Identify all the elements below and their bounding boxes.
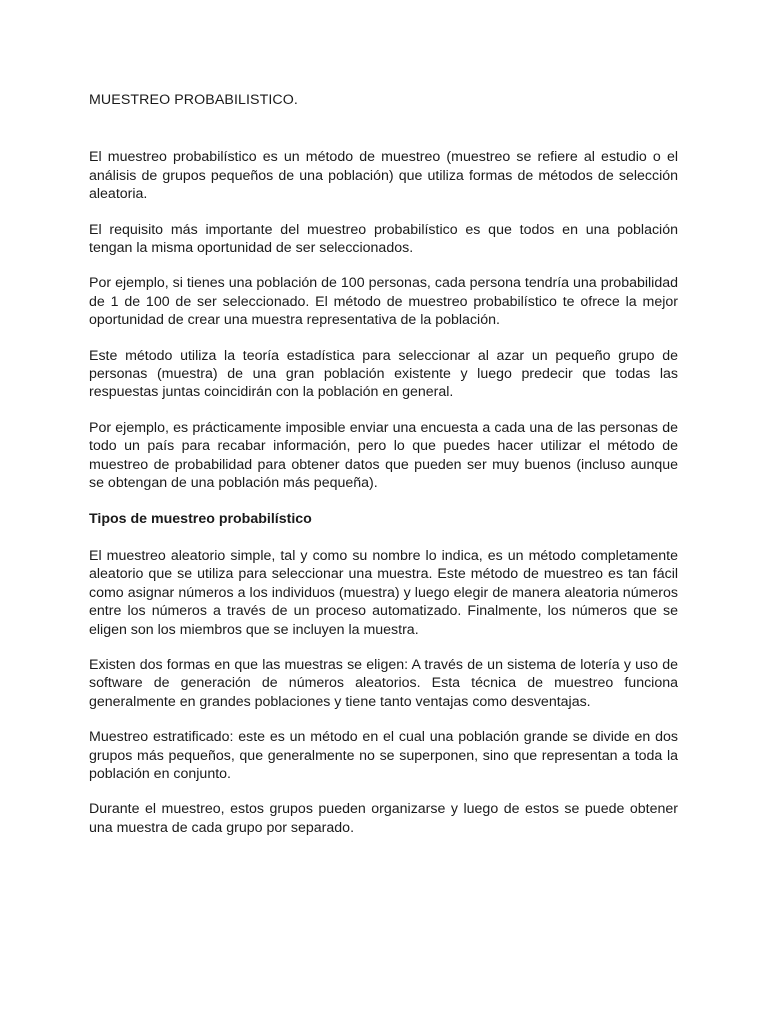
paragraph-example-population: Por ejemplo, si tienes una población de 100 personas, cada persona tendría una probabilidad de 1 de 100 de ser seleccionado. El método de muestreo probabilístico te ofrece la mejor oportunidad de crear una muestra representativa de la población.: [89, 275, 678, 329]
paragraph-simple-random: El muestreo aleatorio simple, tal y como su nombre lo indica, es un método completamente aleatorio que se utiliza para seleccionar una muestra. Este método de muestreo es tan fácil como asignar números a los individuos (muestra) y luego elegir de manera aleatoria números entre los números a través de un proceso automatizado. Finalmente, los números que se eligen son los miembros que se incluyen la muestra.: [89, 547, 678, 638]
document-title: MUESTREO PROBABILISTICO.: [89, 92, 298, 108]
paragraph-example-survey: Por ejemplo, es prácticamente imposible enviar una encuesta a cada una de las personas de todo un país para recabar información, pero lo que puedes hacer utilizar el método de muestreo de probabilidad para obtener datos que pueden ser muy buenos (incluso aunque se obtengan de una población más pequeña).: [89, 419, 678, 492]
paragraph-stratified: Muestreo estratificado: este es un método en el cual una población grande se divide en dos grupos más pequeños, que generalmente no se superponen, sino que representan a toda la población en conjunto.: [89, 729, 678, 782]
document-page: [89, 91, 678, 854]
paragraph-stratified-groups: Durante el muestreo, estos grupos pueden organizarse y luego de estos se puede obtener una muestra de cada grupo por separado.: [89, 801, 678, 836]
paragraph-definition: El muestreo probabilístico es un método de muestreo (muestreo se refiere al estudio o el análisis de grupos pequeños de una población) que utiliza formas de métodos de selección aleatoria.: [89, 149, 678, 203]
paragraph-requirement: El requisito más importante del muestreo probabilístico es que todos en una población tengan la misma oportunidad de ser seleccionados.: [89, 221, 678, 257]
paragraph-selection-forms: Existen dos formas en que las muestras se eligen: A través de un sistema de lotería y uso de software de generación de números aleatorios. Esta técnica de muestreo funciona generalmente en grandes poblaciones y tiene tanto ventajas como desventajas.: [89, 656, 678, 710]
section-heading: Tipos de muestreo probabilístico: [89, 510, 312, 527]
paragraph-statistical-theory: Este método utiliza la teoría estadística para seleccionar al azar un pequeño grupo de personas (muestra) de una gran población existente y luego predecir que todas las respuestas juntas coincidirán con la población en general.: [89, 347, 678, 401]
